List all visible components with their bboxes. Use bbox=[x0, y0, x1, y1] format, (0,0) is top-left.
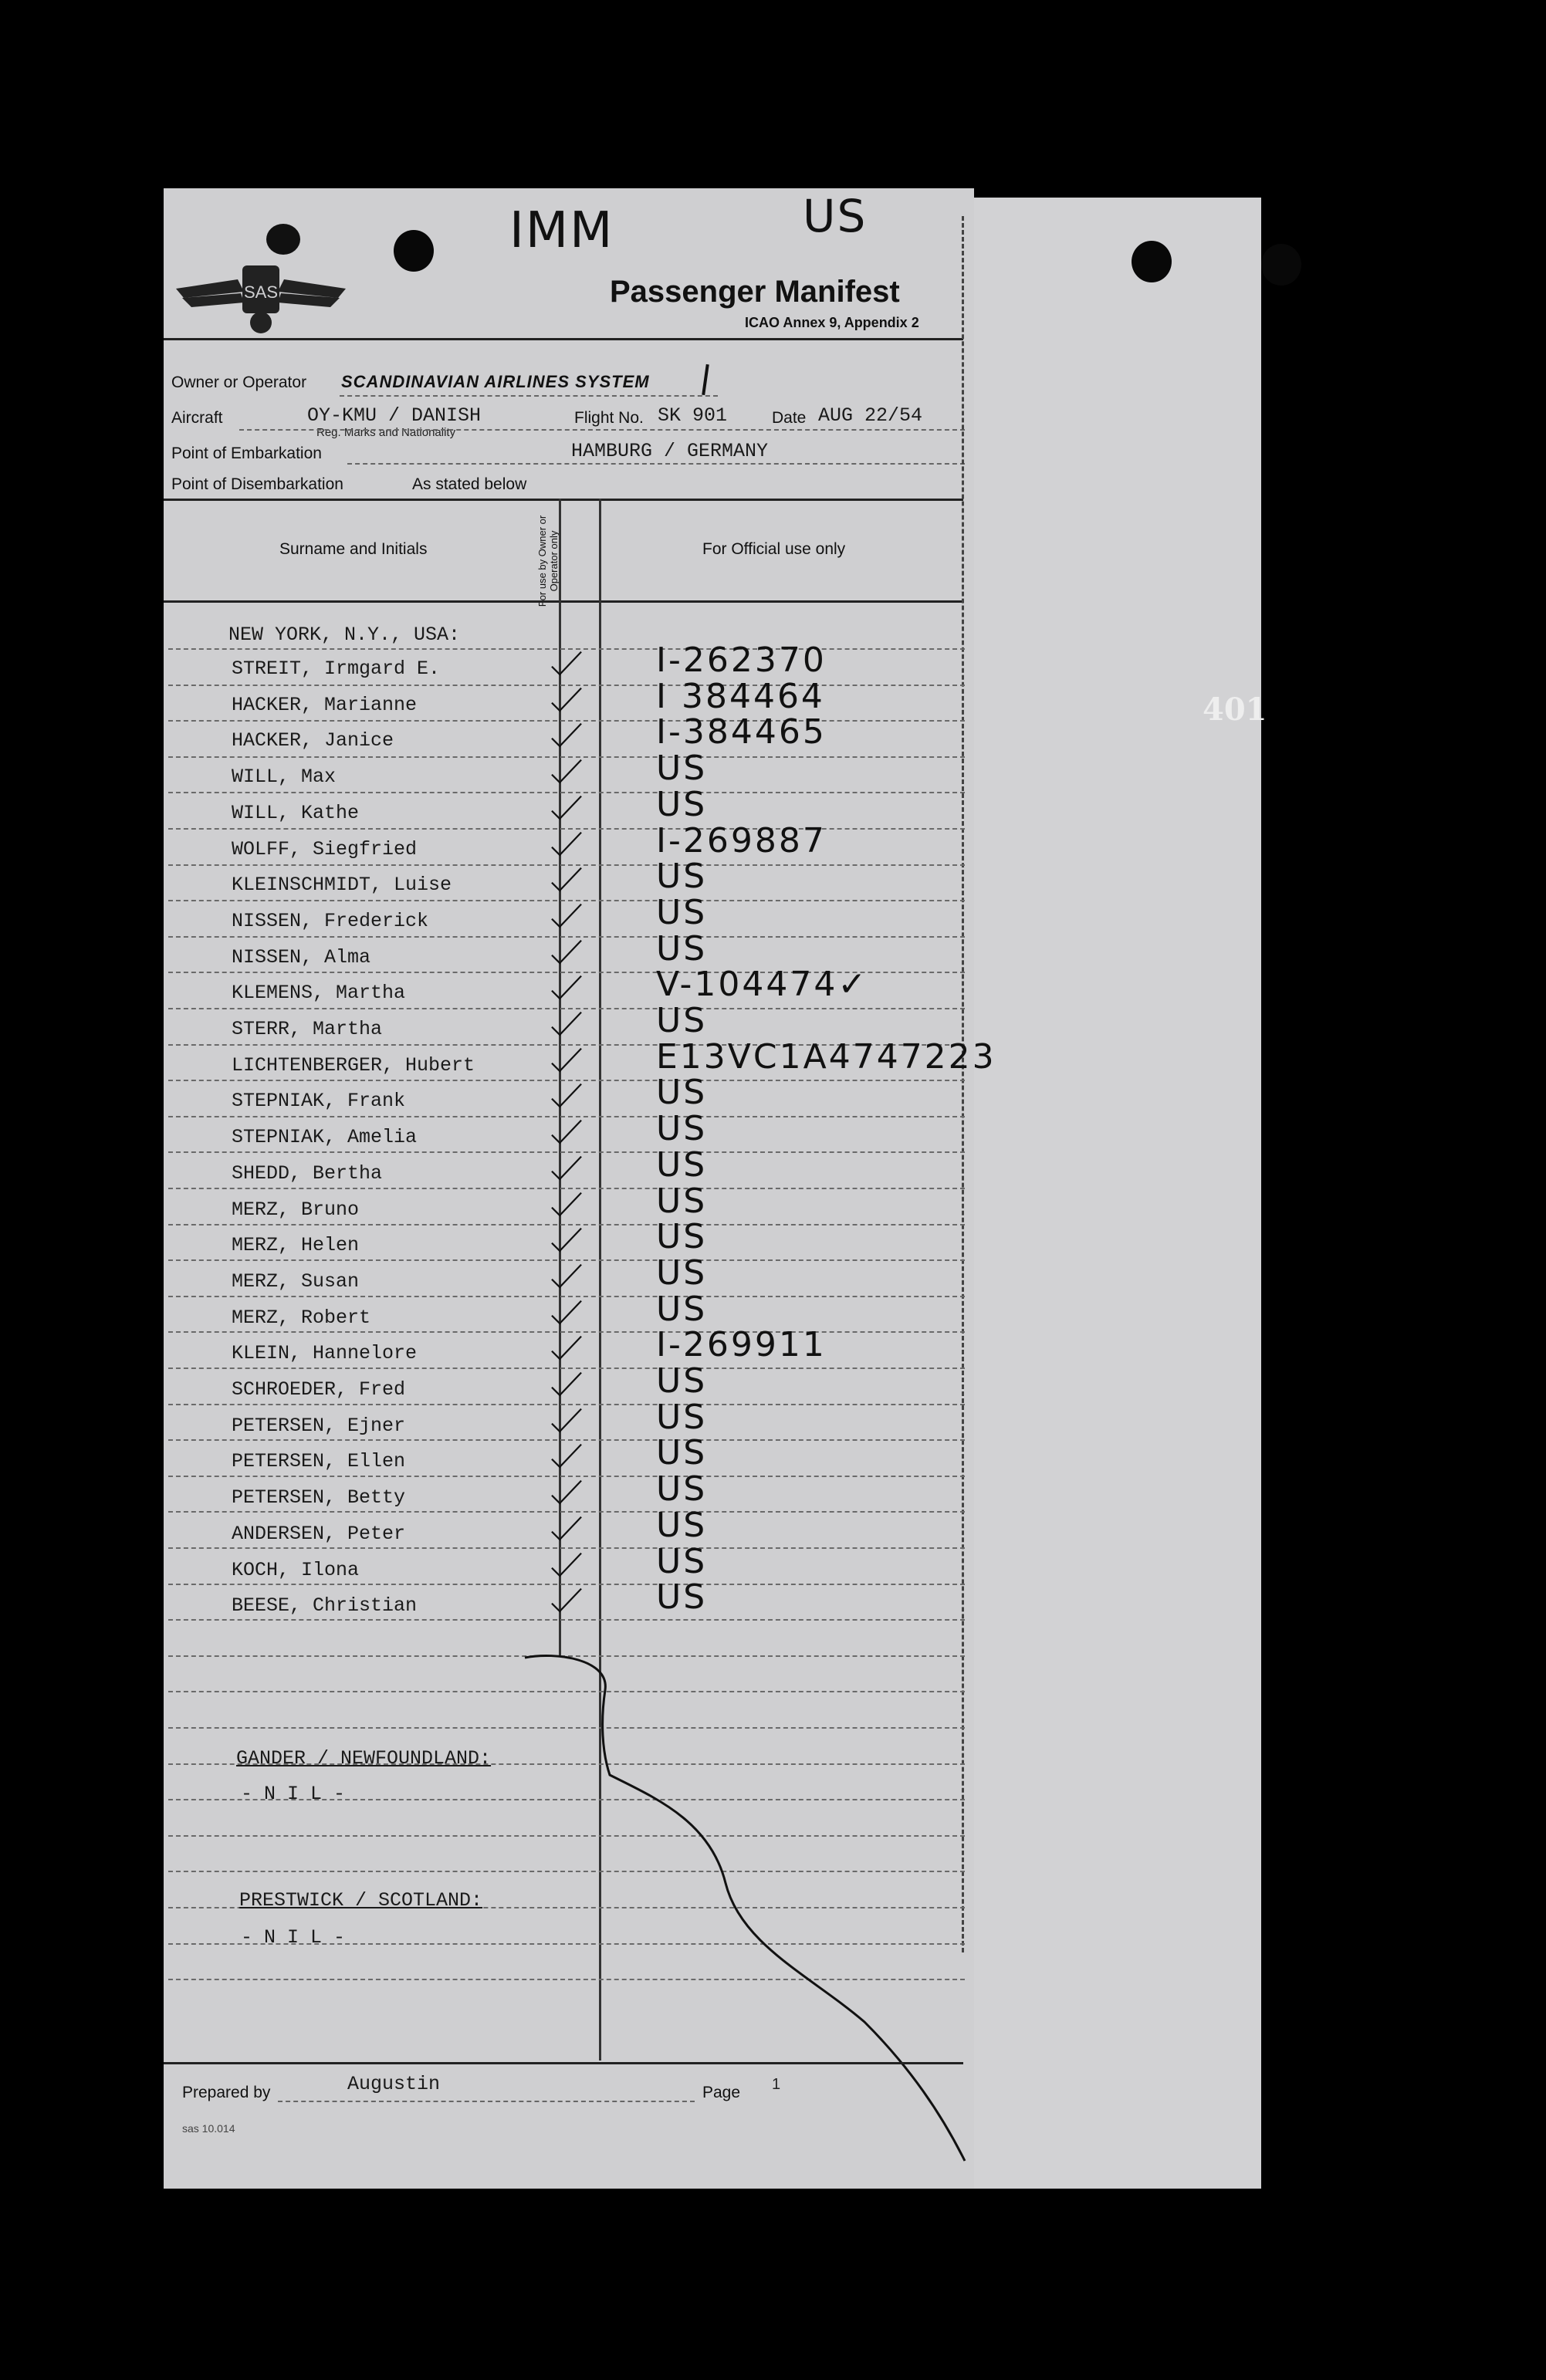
section-new-york: NEW YORK, N.Y., USA: bbox=[228, 624, 461, 646]
passenger-name: MERZ, Bruno bbox=[232, 1198, 360, 1221]
passenger-name: PETERSEN, Ejner bbox=[232, 1414, 406, 1437]
prepared-by-value: Augustin bbox=[347, 2073, 441, 2095]
passenger-name: ANDERSEN, Peter bbox=[232, 1522, 406, 1545]
flight-label: Flight No. bbox=[574, 409, 644, 427]
embarkation-label: Point of Embarkation bbox=[171, 445, 322, 462]
official-entry: US bbox=[656, 857, 708, 897]
page-label: Page bbox=[702, 2084, 741, 2101]
gander-nil: - N I L - bbox=[241, 1783, 346, 1805]
passenger-name: NISSEN, Alma bbox=[232, 945, 371, 969]
passenger-name: HACKER, Janice bbox=[232, 729, 394, 752]
manifest-subtitle: ICAO Annex 9, Appendix 2 bbox=[745, 315, 919, 330]
date-label: Date bbox=[772, 409, 807, 427]
svg-text:SAS: SAS bbox=[243, 282, 279, 302]
passenger-name: NISSEN, Frederick bbox=[232, 909, 429, 932]
section-gander: GANDER / NEWFOUNDLAND: bbox=[236, 1747, 492, 1770]
prepared-by-label: Prepared by bbox=[182, 2084, 271, 2101]
official-entry: I-269911 bbox=[656, 1325, 827, 1365]
form-number: sas 10.014 bbox=[182, 2122, 235, 2135]
passenger-name: WILL, Kathe bbox=[232, 801, 360, 824]
passenger-name: SCHROEDER, Fred bbox=[232, 1378, 406, 1401]
passenger-name: WOLFF, Siegfried bbox=[232, 837, 418, 860]
official-entry: US bbox=[656, 1144, 708, 1185]
section-prestwick: PRESTWICK / SCOTLAND: bbox=[239, 1889, 483, 1912]
official-entry: US bbox=[656, 1397, 708, 1437]
reg-note: Reg. Marks and Nationality bbox=[316, 426, 456, 439]
official-entry: I-269887 bbox=[656, 820, 827, 860]
official-entry: US bbox=[656, 1217, 708, 1257]
official-entry: I-384465 bbox=[656, 712, 827, 752]
aircraft-label: Aircraft bbox=[171, 409, 223, 427]
owner-label: Owner or Operator bbox=[171, 374, 307, 391]
passenger-name: STREIT, Irmgard E. bbox=[232, 658, 441, 680]
official-entry: US bbox=[656, 928, 708, 969]
official-entry: US bbox=[656, 1577, 708, 1618]
passenger-name: BEESE, Christian bbox=[232, 1594, 418, 1618]
page-value: 1 bbox=[772, 2076, 781, 2093]
manifest-title: Passenger Manifest bbox=[610, 275, 900, 309]
passenger-name: KLEMENS, Martha bbox=[232, 982, 406, 1005]
official-entry: US bbox=[656, 1109, 708, 1149]
embarkation-value: HAMBURG / GERMANY bbox=[571, 440, 769, 462]
official-entry: US bbox=[656, 1505, 708, 1545]
date-value: AUG 22/54 bbox=[818, 404, 923, 427]
column-owner-header: For use by Owner or Operator only bbox=[536, 515, 560, 607]
official-entry: I-262370 bbox=[656, 641, 827, 680]
column-name-header: Surname and Initials bbox=[279, 540, 428, 558]
official-entry: US bbox=[656, 1001, 708, 1040]
passenger-name: PETERSEN, Ellen bbox=[232, 1450, 406, 1473]
official-entry: US bbox=[656, 1289, 708, 1329]
handwritten-us: US bbox=[803, 190, 868, 242]
official-entry: US bbox=[656, 1253, 708, 1293]
aircraft-value: OY-KMU / DANISH bbox=[307, 404, 482, 427]
side-page-number: 401 bbox=[1203, 691, 1267, 728]
owner-value: SCANDINAVIAN AIRLINES SYSTEM bbox=[341, 372, 650, 391]
passenger-name: MERZ, Helen bbox=[232, 1234, 360, 1257]
passenger-name: MERZ, Susan bbox=[232, 1269, 360, 1293]
prestwick-nil: - N I L - bbox=[241, 1926, 346, 1949]
handwritten-imm: IMM bbox=[509, 202, 614, 259]
passenger-name: KLEINSCHMIDT, Luise bbox=[232, 874, 452, 897]
official-entry: US bbox=[656, 1541, 708, 1581]
passenger-name: LICHTENBERGER, Hubert bbox=[232, 1053, 475, 1077]
passenger-name: STEPNIAK, Frank bbox=[232, 1090, 406, 1113]
passenger-name: KLEIN, Hannelore bbox=[232, 1342, 418, 1365]
passenger-name: MERZ, Robert bbox=[232, 1306, 371, 1329]
official-entry: US bbox=[656, 1181, 708, 1221]
official-entry: V-104474✓ bbox=[656, 965, 869, 1005]
passenger-name: STEPNIAK, Amelia bbox=[232, 1126, 418, 1149]
official-entry: US bbox=[656, 784, 708, 824]
disembarkation-value: As stated below bbox=[412, 475, 527, 493]
official-entry: E13VC1A4747223 bbox=[656, 1036, 996, 1077]
column-official-header: For Official use only bbox=[702, 540, 846, 558]
official-entry: US bbox=[656, 1361, 708, 1401]
passenger-name: KOCH, Ilona bbox=[232, 1558, 360, 1581]
passenger-name: WILL, Max bbox=[232, 766, 337, 789]
official-entry: I 384464 bbox=[656, 676, 825, 716]
official-entry: US bbox=[656, 749, 708, 789]
official-entry: US bbox=[656, 1433, 708, 1473]
official-entry: US bbox=[656, 1073, 708, 1113]
passenger-name: PETERSEN, Betty bbox=[232, 1486, 406, 1509]
passenger-name: STERR, Martha bbox=[232, 1018, 383, 1040]
official-entry: US bbox=[656, 892, 708, 932]
official-entry: US bbox=[656, 1469, 708, 1509]
disembarkation-label: Point of Disembarkation bbox=[171, 475, 343, 493]
passenger-name: SHEDD, Bertha bbox=[232, 1161, 383, 1185]
passenger-name: HACKER, Marianne bbox=[232, 693, 418, 716]
flight-value: SK 901 bbox=[658, 404, 728, 427]
